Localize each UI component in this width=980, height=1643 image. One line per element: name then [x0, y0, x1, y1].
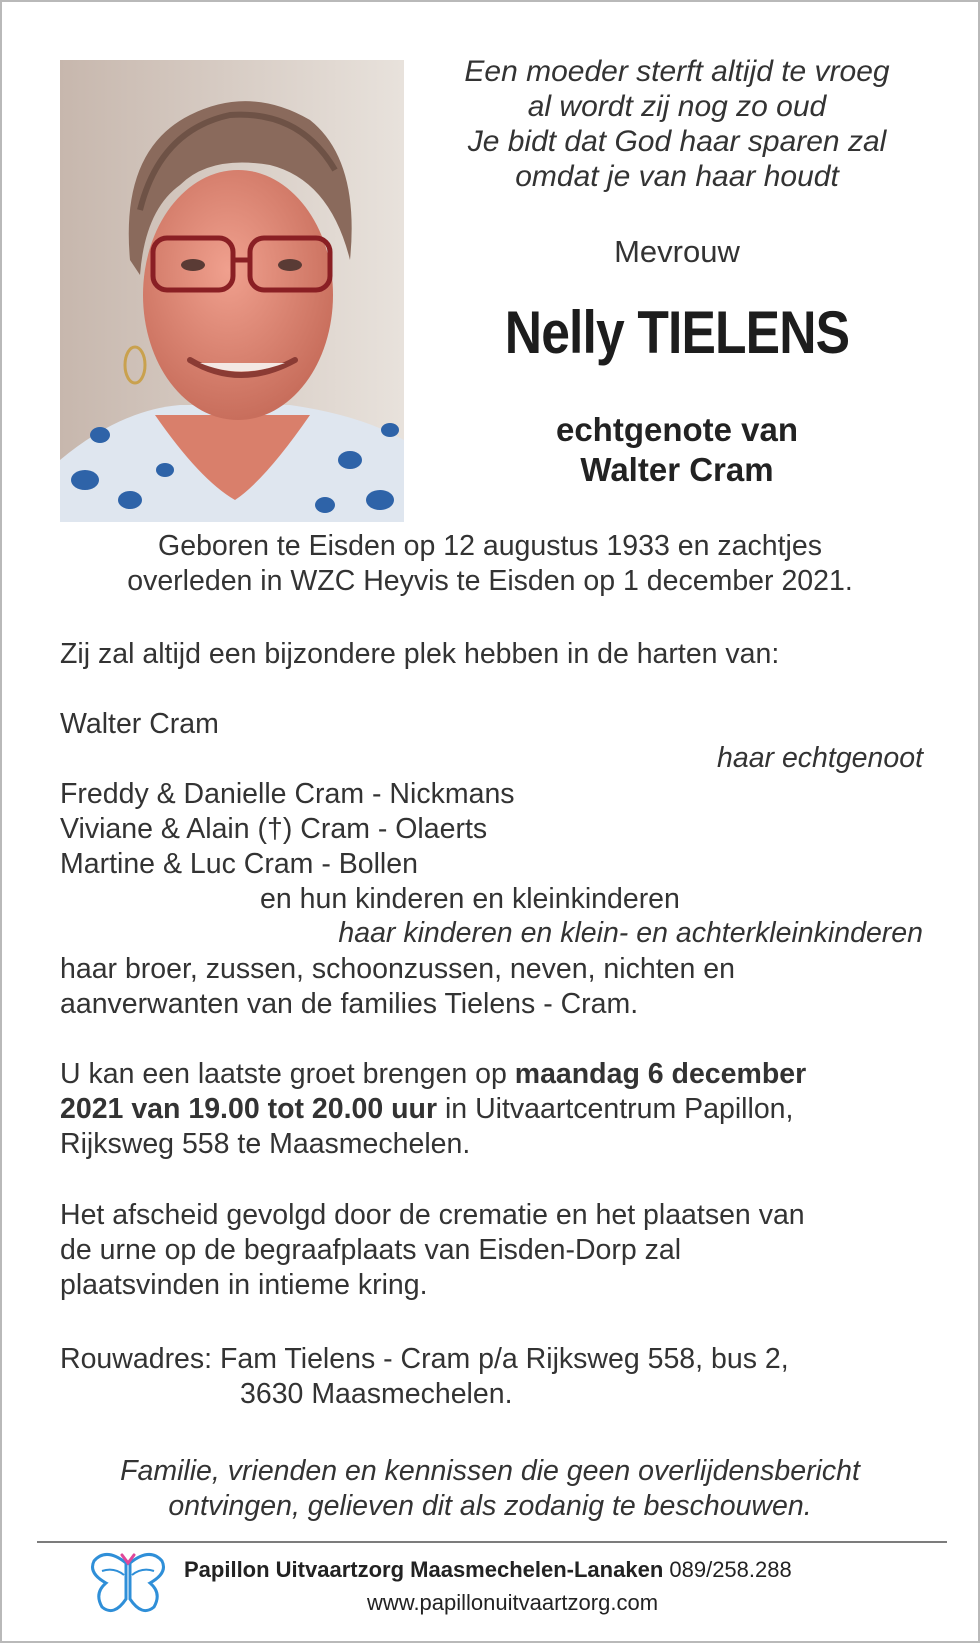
visit-location: in Uitvaartcentrum Papillon,	[437, 1093, 794, 1125]
company-phone: 089/258.288	[663, 1557, 792, 1582]
visit-address: Rijksweg 558 te Maasmechelen.	[60, 1128, 471, 1160]
death-line: overleden in WZC Heyvis te Eisden op 1 december 2021.	[127, 565, 853, 597]
poem-line: Een moeder sterft altijd te vroeg	[464, 55, 890, 88]
visit-text: U kan een laatste groet brengen op	[60, 1058, 515, 1090]
footer-divider	[37, 1541, 947, 1543]
relatives	[60, 952, 940, 1022]
husband-text: Walter Cram	[60, 708, 219, 740]
company-name: Papillon Uitvaartzorg Maasmechelen-Lanaken	[184, 1557, 664, 1582]
poem-line: Je bidt dat God haar sparen zal	[467, 125, 887, 158]
birth-death-info	[2, 529, 978, 599]
address-line: 3630 Maasmechelen.	[240, 1378, 513, 1410]
child-entry: Freddy & Danielle Cram - Nickmans	[60, 778, 515, 810]
spouse-info	[422, 410, 932, 490]
hearts-intro-text: Zij zal altijd een bijzondere plek hebben in de harten van:	[60, 638, 780, 670]
poem-line: omdat je van haar houdt	[515, 160, 839, 193]
farewell-line: plaatsvinden in intieme kring.	[60, 1269, 428, 1301]
butterfly-icon	[88, 1549, 168, 1619]
farewell-line: Het afscheid gevolgd door de crematie en het plaatsen van	[60, 1199, 805, 1231]
visit-date: maandag 6 december	[514, 1058, 807, 1090]
footer-company	[184, 1557, 792, 1583]
children-list	[60, 777, 940, 882]
farewell-line: de urne op de begraafplaats van Eisden-Dorp zal	[60, 1234, 682, 1266]
honorific: Mevrouw	[614, 234, 740, 269]
birth-line: Geboren te Eisden op 12 augustus 1933 en zachtjes	[158, 530, 822, 562]
farewell-info	[60, 1198, 940, 1303]
portrait-photo	[60, 60, 404, 522]
deceased-name: Nelly TIELENS	[504, 299, 850, 366]
spouse-label: echtgenote van	[555, 411, 799, 448]
children-note	[260, 882, 680, 917]
relatives-line: haar broer, zussen, schoonzussen, neven, nichten en	[60, 953, 735, 985]
children-note-text: en hun kinderen en kleinkinderen	[260, 883, 680, 915]
visit-info	[60, 1057, 940, 1162]
closing-line: Familie, vrienden en kennissen die geen overlijdensbericht	[120, 1455, 860, 1487]
poem-line: al wordt zij nog zo oud	[527, 90, 827, 123]
hearts-intro	[60, 637, 940, 672]
relatives-line: aanverwanten van de families Tielens - Cram.	[60, 988, 639, 1020]
closing-note	[2, 1454, 978, 1524]
child-entry: Viviane & Alain (†) Cram - Olaerts	[60, 813, 488, 845]
closing-line: ontvingen, gelieven dit als zodanig te beschouwen.	[168, 1490, 812, 1522]
children-role: haar kinderen en klein- en achterkleinkinderen	[338, 917, 923, 949]
husband-role: haar echtgenoot	[717, 742, 923, 774]
poem	[422, 54, 932, 194]
footer-website[interactable]: www.papillonuitvaartzorg.com	[367, 1590, 659, 1615]
husband-name	[60, 707, 940, 742]
child-entry: Martine & Luc Cram - Bollen	[60, 848, 418, 880]
address-line: Rouwadres: Fam Tielens - Cram p/a Rijksweg 558, bus 2,	[60, 1343, 789, 1375]
visit-time: 2021 van 19.00 tot 20.00 uur	[60, 1093, 438, 1125]
mourning-address	[60, 1342, 940, 1412]
spouse-name: Walter Cram	[580, 451, 774, 488]
